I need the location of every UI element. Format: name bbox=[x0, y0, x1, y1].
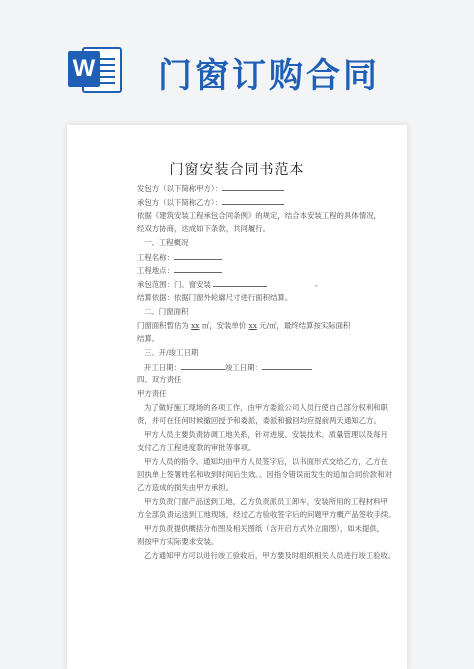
para-4-line-2: 方全部负责运送到工地现场，经过乙方验收签字后的问题甲方概产品签收手续。 bbox=[137, 510, 396, 519]
para-3-line-1: 甲方人员的指令、通知均由甲方人员签字后，以书面形式交给乙方，乙方在 bbox=[144, 457, 388, 466]
section-4-heading: 四、双方责任 bbox=[137, 375, 182, 384]
preview-header bbox=[0, 0, 474, 110]
settlement-line: 结算依据：依据门窗外轮廓尺寸进行面积结算。 bbox=[137, 293, 293, 302]
para-2-line-2: 支付乙方工程进度款的审批等事项。 bbox=[137, 443, 256, 452]
project-name-line: 工程名称： bbox=[137, 252, 222, 262]
word-letter-badge: W bbox=[68, 51, 100, 87]
page-title: 门窗订购合同 bbox=[158, 56, 380, 96]
project-site-line: 工程地点： bbox=[137, 265, 222, 275]
para-5-line-1: 甲方负责提供概括分布图及相关图纸（含开启方式外立面图），如未提供， bbox=[144, 524, 385, 533]
para-4-line-1: 甲方负责门窗产品送到工地，乙方负责派员工卸车，安装所用的工程材料甲 bbox=[144, 497, 388, 506]
word-icon bbox=[68, 45, 124, 95]
area-line-2: 结算。 bbox=[137, 334, 160, 343]
para-5-line-2: 则按甲方实际要求安装。 bbox=[137, 537, 219, 546]
para-6-line-1: 乙方通知甲方可以进行竣工验收后，甲方要及时组织相关人员进行竣工验收。 bbox=[144, 551, 396, 560]
para-2-line-1: 甲方人员主要负责协调工地关系，针对进度、安装技术、质量管理以及每月 bbox=[144, 430, 388, 439]
scope-line: 承包范围：门、窗安装 bbox=[137, 279, 267, 289]
para-1-line-1: 为了做好施工现场的各项工作，由甲方委派公司人员行使自己部分权利和职 bbox=[144, 403, 388, 412]
para-3-line-2: 回执单上签署姓名和收到时间后生效。。因指令错误而发生的追加合同价款和对 bbox=[137, 470, 392, 479]
para-3-line-3: 乙方造成的损失由甲方承担。 bbox=[137, 483, 234, 492]
party-b-line: 承包方（以下简称乙方）： bbox=[137, 197, 284, 207]
party-a-responsibility-heading: 甲方责任 bbox=[137, 389, 167, 398]
dates-line: 开工日期： 竣工日期： bbox=[144, 362, 312, 372]
document-title: 门窗安装合同书范本 bbox=[169, 162, 305, 178]
scope-period: 。 bbox=[315, 279, 323, 288]
section-1-heading: 一、工程概况 bbox=[144, 238, 189, 247]
intro-line-1: 依据《建筑安装工程承包合同条例》的规定，结合本安装工程的具体情况， bbox=[137, 211, 381, 220]
intro-line-2: 经双方协商，达成如下条款，共同履行。 bbox=[137, 224, 271, 233]
section-3-heading: 三、开/竣工日期 bbox=[144, 348, 199, 357]
document-page bbox=[67, 125, 407, 669]
para-1-line-2: 责，并可在任何时候撤回授予和委派，委派和撤回均应提前两天通知乙方。 bbox=[137, 416, 381, 425]
area-line-1: 门窗面积暂估为 xx ㎡，安装单价 xx 元/㎡，最终结算按实际面积 bbox=[137, 321, 351, 330]
party-a-line: 发包方（以下简称甲方）： bbox=[137, 183, 284, 193]
section-2-heading: 二、门窗面积 bbox=[144, 307, 189, 316]
